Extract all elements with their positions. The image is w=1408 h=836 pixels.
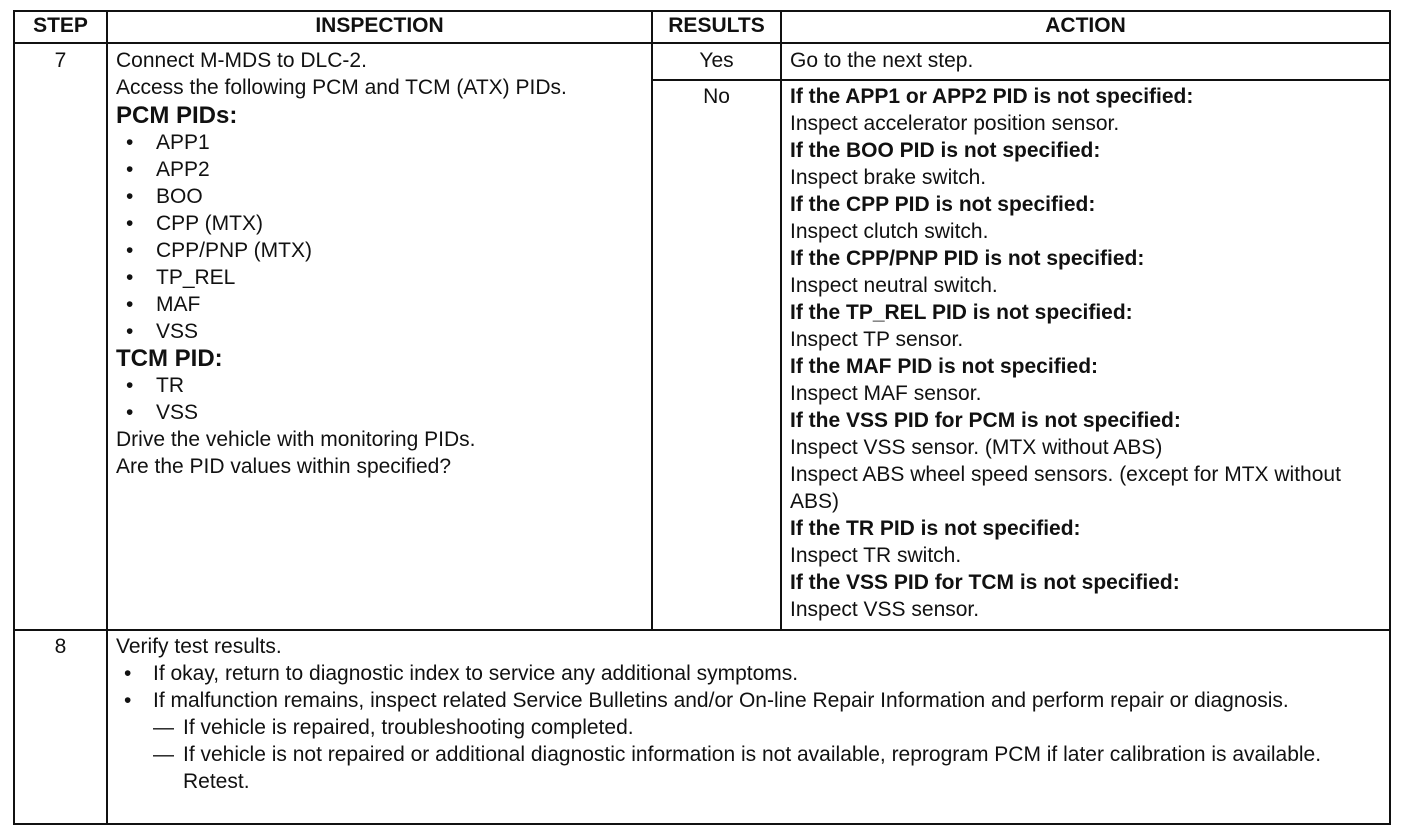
list-item [116, 660, 1384, 687]
list-item: • BOO [116, 183, 646, 210]
header-action: ACTION [1045, 14, 1126, 37]
action-condition: If the CPP PID is not specified: [790, 193, 1096, 216]
result-no: No [703, 85, 730, 108]
list-item [116, 687, 1384, 795]
inspection-question-text: Are the PID values within specified? [116, 455, 452, 478]
step-8-bullets [116, 660, 1384, 795]
action-instruction: Inspect neutral switch. [790, 274, 998, 297]
step-8-dash-list [153, 714, 1384, 795]
list-item: • TP_REL [116, 264, 646, 291]
yes-no-divider [651, 79, 1391, 81]
tcm-pid-list [116, 372, 646, 426]
action-instruction: Inspect VSS sensor. (MTX without ABS) [790, 436, 1163, 459]
col-divider-results [780, 10, 782, 631]
tcm-pid-heading: TCM PID: [116, 345, 223, 372]
pcm-pids-heading: PCM PIDs: [116, 102, 238, 129]
list-item: • VSS [116, 318, 646, 345]
step-7-inspection [116, 47, 646, 480]
bullet-text: If malfunction remains, inspect related Service Bulletins and/or On-line Repair Information and perform repair or diagnosis. [153, 689, 1289, 712]
bullet-text: If okay, return to diagnostic index to service any additional symptoms. [153, 662, 799, 685]
result-yes: Yes [699, 49, 734, 72]
action-condition: If the MAF PID is not specified: [790, 355, 1099, 378]
step-7-number: 7 [54, 49, 67, 72]
action-instruction: Inspect TR switch. [790, 544, 962, 567]
col-divider-step [106, 10, 108, 825]
list-item: • MAF [116, 291, 646, 318]
inspection-drive-text: Drive the vehicle with monitoring PIDs. [116, 428, 476, 451]
action-yes: Go to the next step. [790, 49, 974, 72]
header-step: STEP [33, 14, 88, 37]
header-divider [13, 42, 1391, 44]
list-item: • CPP (MTX) [116, 210, 646, 237]
action-instruction: Inspect MAF sensor. [790, 382, 982, 405]
list-item: • APP1 [116, 129, 646, 156]
step-divider [13, 629, 1391, 631]
step-8-number: 8 [54, 635, 67, 658]
action-instruction: Inspect brake switch. [790, 166, 987, 189]
action-no [790, 83, 1360, 623]
header-results: RESULTS [668, 14, 765, 37]
action-condition: If the CPP/PNP PID is not specified: [790, 247, 1145, 270]
list-item: • VSS [116, 399, 646, 426]
action-condition: If the BOO PID is not specified: [790, 139, 1101, 162]
action-instruction: Inspect clutch switch. [790, 220, 989, 243]
inspection-access-text: Access the following PCM and TCM (ATX) PIDs. [116, 76, 567, 99]
action-condition: If the TP_REL PID is not specified: [790, 301, 1133, 324]
action-condition: If the VSS PID for TCM is not specified: [790, 571, 1180, 594]
action-instruction: Inspect accelerator position sensor. [790, 112, 1120, 135]
list-item: — If vehicle is repaired, troubleshooting completed. [153, 714, 1384, 741]
verify-results-text: Verify test results. [116, 635, 282, 658]
pcm-pid-list [116, 129, 646, 345]
action-instruction: Inspect VSS sensor. [790, 598, 980, 621]
inspection-connect-text: Connect M-MDS to DLC-2. [116, 49, 367, 72]
list-item: • TR [116, 372, 646, 399]
action-condition: If the APP1 or APP2 PID is not specified: [790, 85, 1194, 108]
action-condition: If the VSS PID for PCM is not specified: [790, 409, 1181, 432]
list-item: • CPP/PNP (MTX) [116, 237, 646, 264]
action-instruction: Inspect ABS wheel speed sensors. (except for MTX without ABS) [790, 463, 1341, 513]
header-inspection: INSPECTION [315, 14, 444, 37]
action-condition: If the TR PID is not specified: [790, 517, 1081, 540]
step-8-content [116, 633, 1384, 795]
list-item: — If vehicle is not repaired or additional diagnostic information is not available, reprogram PCM if later calibration is available. Retest. [153, 741, 1384, 795]
list-item: • APP2 [116, 156, 646, 183]
action-instruction: Inspect TP sensor. [790, 328, 964, 351]
